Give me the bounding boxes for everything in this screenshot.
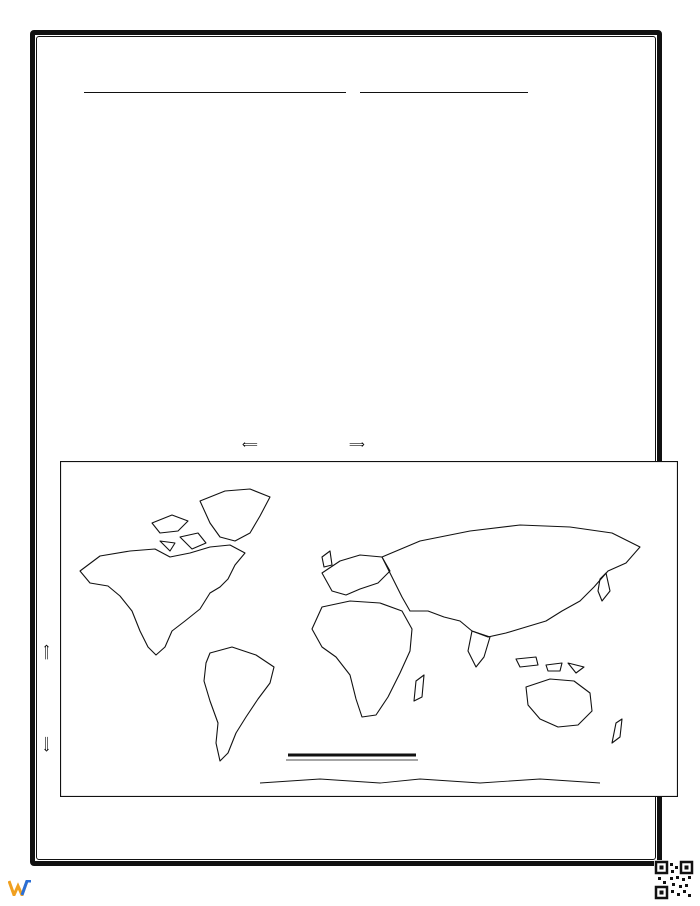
map-outline xyxy=(61,462,678,797)
arrow-left-icon: ⟸ xyxy=(242,438,258,451)
class-field[interactable] xyxy=(360,82,528,93)
name-field[interactable] xyxy=(84,82,346,93)
worksheetzone-logo[interactable] xyxy=(8,880,32,896)
arrow-right-icon: ⟹ xyxy=(349,438,365,451)
arrow-up-icon: ⟹ xyxy=(40,644,53,660)
east-direction xyxy=(349,438,365,451)
south-direction xyxy=(40,736,53,752)
name-class-line xyxy=(84,82,528,93)
arrow-down-icon: ⟸ xyxy=(40,736,53,752)
world-map xyxy=(60,461,678,797)
qr-code-icon[interactable] xyxy=(654,860,694,900)
brand-w-icon xyxy=(8,880,32,896)
west-direction xyxy=(242,438,258,451)
north-direction xyxy=(40,644,53,660)
